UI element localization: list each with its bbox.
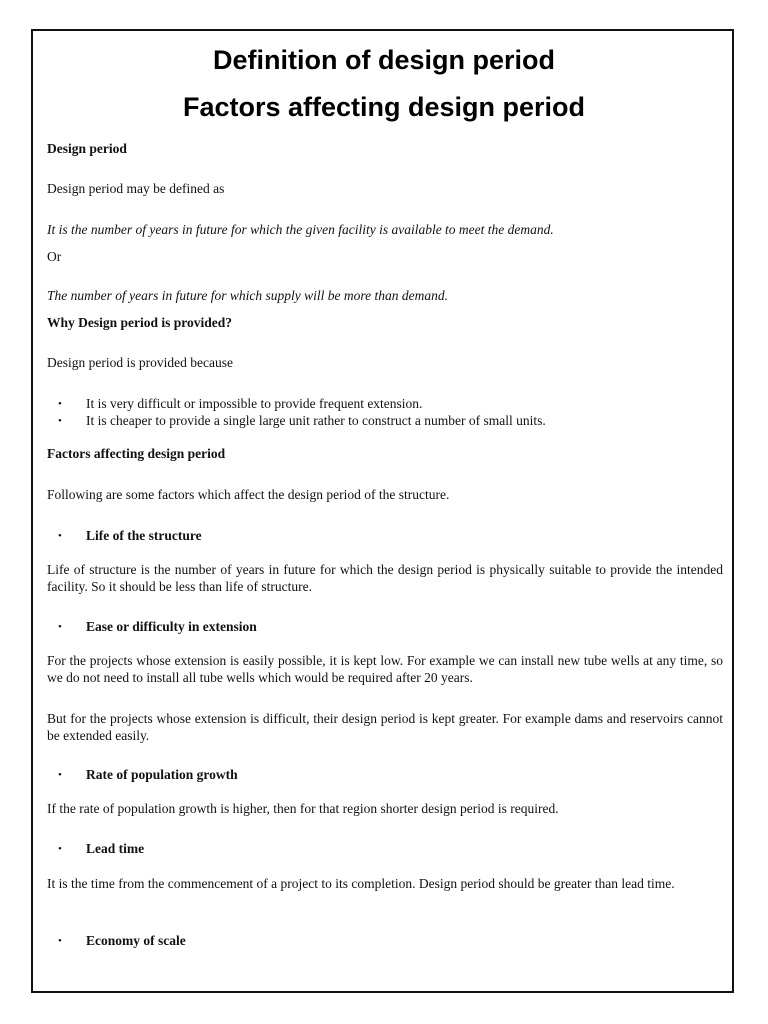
factor-paragraph-life: Life of structure is the number of years in future for which the design period is physically suitable to provide the intended facility. So it should be less than life of structure.: [47, 562, 723, 594]
bullet-icon: •: [58, 530, 62, 542]
definition-1: It is the number of years in future for which the given facility is available to meet the demand.: [47, 222, 554, 237]
bullet-icon: •: [58, 415, 62, 427]
why-heading: Why Design period is provided?: [47, 315, 233, 330]
factor-title-extension: Ease or difficulty in extension: [86, 619, 257, 634]
document-subtitle: Factors affecting design period: [182, 92, 586, 122]
bullet-icon: •: [58, 398, 62, 410]
why-bullet-2: It is cheaper to provide a single large unit rather to construct a number of small units.: [86, 413, 546, 428]
factor-paragraph-population: If the rate of population growth is higher, then for that region shorter design period is required.: [47, 801, 559, 816]
why-bullet-1: It is very difficult or impossible to provide frequent extension.: [86, 396, 423, 411]
factors-heading: Factors affecting design period: [47, 446, 226, 461]
bullet-icon: •: [58, 621, 62, 633]
why-intro: Design period is provided because: [47, 355, 233, 370]
factor-title-population: Rate of population growth: [86, 767, 238, 782]
factor-paragraph-extension-2: But for the projects whose extension is difficult, their design period is kept greater. For example dams and reservoirs cannot be extended easily.: [47, 711, 723, 743]
definition-2: The number of years in future for which supply will be more than demand.: [47, 288, 448, 303]
bullet-icon: •: [58, 843, 62, 855]
factor-title-life: Life of the structure: [86, 528, 202, 543]
bullet-icon: •: [58, 935, 62, 947]
factors-intro: Following are some factors which affect the design period of the structure.: [47, 487, 450, 502]
design-period-heading: Design period: [47, 141, 127, 156]
document-title: Definition of design period: [213, 45, 555, 75]
bullet-icon: •: [58, 769, 62, 781]
factor-paragraph-lead-time: It is the time from the commencement of a project to its completion. Design period should be greater than lead time.: [47, 876, 675, 891]
factor-paragraph-extension-1: For the projects whose extension is easily possible, it is kept low. For example we can install new tube wells at any time, so we do not need to install all tube wells which would be required after 20 years.: [47, 653, 723, 685]
factor-title-lead-time: Lead time: [86, 841, 145, 856]
factor-title-economy: Economy of scale: [86, 933, 186, 948]
or-text: Or: [47, 249, 62, 264]
design-period-intro: Design period may be defined as: [47, 181, 225, 196]
